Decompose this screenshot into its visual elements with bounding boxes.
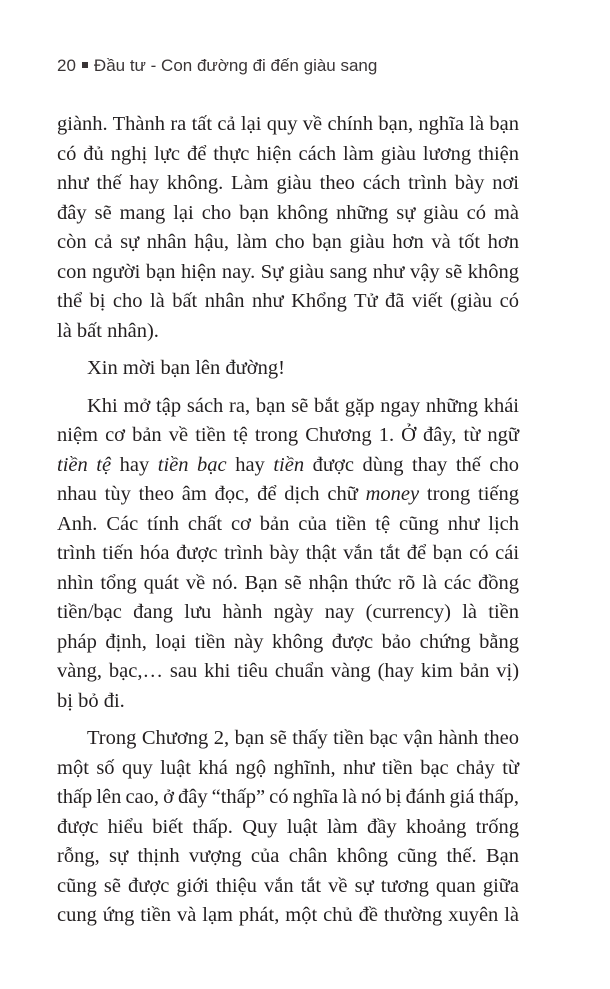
running-header bbox=[57, 56, 377, 76]
text-line: rỗng, sự thịnh vượng của chân không cũng thế. Bạn bbox=[57, 845, 519, 867]
text-line: nhau tùy theo âm đọc, để dịch chữ money trong tiếng bbox=[57, 483, 519, 505]
italic-term: tiền tệ bbox=[57, 453, 112, 476]
italic-term: tiền bạc bbox=[157, 453, 227, 476]
text-line: có đủ nghị lực để thực hiện cách làm giàu lương thiện bbox=[57, 142, 520, 165]
page-body bbox=[57, 110, 519, 931]
italic-term: tiền bbox=[273, 453, 305, 476]
text-line: tiền tệ hay tiền bạc hay tiền được dùng thay thế cho bbox=[57, 453, 520, 476]
text-line: đây sẽ mang lại cho bạn không những sự giàu có mà bbox=[57, 201, 519, 224]
book-title: Đầu tư - Con đường đi đến giàu sang bbox=[93, 56, 378, 75]
text-line: một số quy luật khá ngộ nghĩnh, như tiền bạc chảy từ bbox=[57, 756, 520, 779]
text-line: nhìn tổng quát về nó. Bạn sẽ nhận thức rõ là các đồng bbox=[57, 571, 520, 594]
paragraph bbox=[57, 110, 519, 346]
text-line: còn cả sự nhân hậu, làm cho bạn giàu hơn và tốt hơn bbox=[57, 231, 519, 253]
text-line: cung ứng tiền và lạm phát, một chủ đề thường xuyên là bbox=[57, 904, 520, 926]
text-line: vàng, bạc,… sau khi tiêu chuẩn vàng (hay kim bản vị) bbox=[57, 660, 520, 682]
text-line: thấp lên cao, ở đây “thấp” có nghĩa là nó bị đánh giá thấp, bbox=[57, 786, 520, 808]
text-line: như thế hay không. Làm giàu theo cách trình bày nơi bbox=[57, 172, 519, 194]
text-line: Anh. Các tính chất cơ bản của tiền tệ cũng như lịch bbox=[57, 512, 520, 535]
paragraph bbox=[57, 724, 519, 931]
paragraph bbox=[57, 392, 519, 717]
text-line: được hiểu biết thấp. Quy luật làm đầy khoảng trống bbox=[57, 815, 519, 838]
text-line: pháp định, loại tiền này không được bảo chứng bằng bbox=[57, 630, 520, 653]
text-line: giành. Thành ra tất cả lại quy về chính bạn, nghĩa là bạn bbox=[57, 113, 519, 135]
text-line: Trong Chương 2, bạn sẽ thấy tiền bạc vận hành theo bbox=[87, 727, 519, 749]
italic-term: money bbox=[365, 483, 420, 505]
text-line: Xin mời bạn lên đường! bbox=[87, 357, 285, 379]
text-line: cũng sẽ được giới thiệu vắn tắt về sự tương quan giữa bbox=[57, 874, 519, 897]
paragraph bbox=[57, 354, 519, 384]
text-line: Khi mở tập sách ra, bạn sẽ bắt gặp ngay những khái bbox=[87, 394, 519, 417]
text-line: là bất nhân). bbox=[57, 319, 159, 342]
page-number: 20 bbox=[57, 56, 76, 75]
text-line: trình tiến hóa được trình bày thật vắn tắt để bạn có cái bbox=[57, 542, 520, 564]
text-line: con người bạn hiện nay. Sự giàu sang như vậy sẽ không bbox=[57, 260, 519, 283]
text-line: thể bị cho là bất nhân như Khổng Tử đã viết (giàu có bbox=[57, 290, 519, 312]
header-separator-bullet bbox=[82, 62, 88, 68]
text-line: tiền/bạc đang lưu hành ngày nay (currency) là tiền bbox=[57, 601, 520, 623]
text-line: bị bỏ đi. bbox=[57, 689, 125, 712]
text-line: niệm cơ bản về tiền tệ trong Chương 1. Ở đây, từ ngữ bbox=[57, 424, 519, 446]
